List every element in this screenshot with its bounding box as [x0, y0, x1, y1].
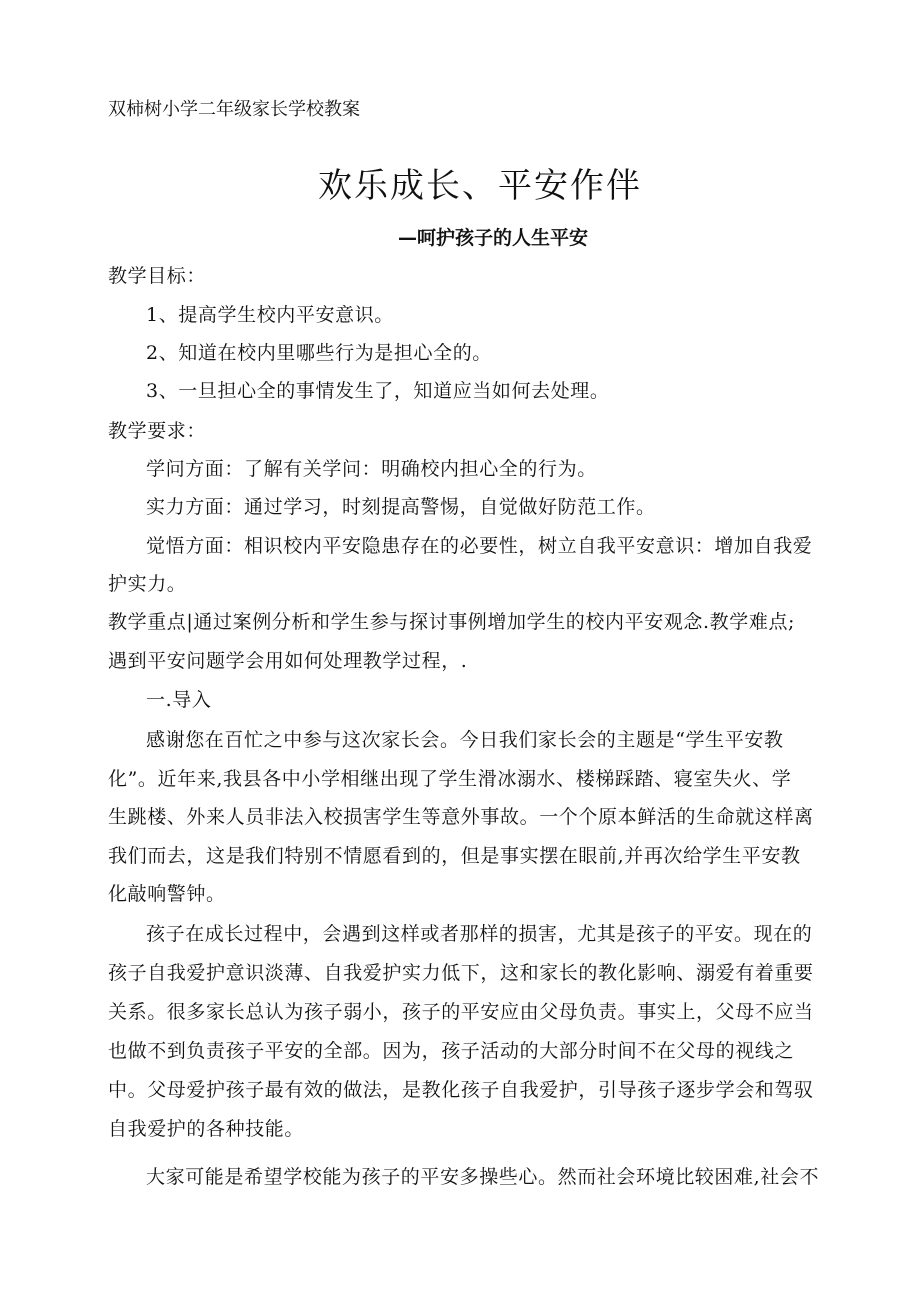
paragraph-line: 孩子自我爱护意识淡薄、自我爱护实力低下，这和家长的教化影响、溺爱有着重要	[108, 962, 814, 984]
key-points-line: 教学重点|通过案例分析和学生参与探讨事例增加学生的校内平安观念.教学难点;	[108, 611, 796, 633]
objective-item: 3、一旦担心全的事情发生了，知道应当如何去处理。	[146, 380, 610, 402]
key-points-line: 遇到平安问题学会用如何处理教学过程，.	[108, 650, 468, 672]
paragraph-line: 化”。近年来,我县各中小学相继出现了学生滑冰溺水、楼梯踩踏、寝室失火、学	[108, 768, 792, 790]
intro-heading: 一.导入	[146, 689, 212, 711]
paragraph-line: 我们而去，这是我们特别不情愿看到的，但是事实摆在眼前,并再次给学生平安教	[108, 845, 801, 867]
requirement-awareness-cont: 护实力。	[108, 573, 187, 595]
paragraph-line: 大家可能是希望学校能为孩子的平安多操些心。然而社会环境比较困难,社会不	[146, 1166, 820, 1188]
objective-item: 2、知道在校内里哪些行为是担心全的。	[146, 342, 492, 364]
paragraph-line: 孩子在成长过程中，会遇到这样或者那样的损害，尤其是孩子的平安。现在的	[146, 923, 813, 945]
paragraph-line: 关系。很多家长总认为孩子弱小，孩子的平安应由父母负责。事实上，父母不应当	[108, 1001, 814, 1023]
paragraph-line: 化敲响警钟。	[108, 883, 226, 905]
paragraph-line: 生跳楼、外来人员非法入校损害学生等意外事故。一个个原本鲜活的生命就这样离	[108, 806, 814, 828]
objectives-heading: 教学目标：	[108, 265, 207, 287]
page-title: 欢乐成长、平安作伴	[318, 166, 642, 206]
requirement-knowledge: 学问方面：了解有关学问：明确校内担心全的行为。	[146, 458, 597, 480]
school-header: 双柿树小学二年级家长学校教案	[108, 99, 360, 120]
requirements-heading: 教学要求：	[108, 420, 207, 442]
requirement-ability: 实力方面：通过学习，时刻提高警惕，自觉做好防范工作。	[146, 496, 656, 518]
paragraph-line: 自我爱护的各种技能。	[108, 1118, 305, 1140]
paragraph-line: 中。父母爱护孩子最有效的做法，是教化孩子自我爱护，引导孩子逐步学会和驾驭	[108, 1079, 814, 1101]
objective-item: 1、提高学生校内平安意识。	[146, 304, 394, 326]
requirement-awareness: 觉悟方面：相识校内平安隐患存在的必要性，树立自我平安意识：增加自我爱	[146, 535, 813, 557]
page-subtitle: —呵护孩子的人生平安	[398, 227, 589, 249]
paragraph-line: 感谢您在百忙之中参与这次家长会。今日我们家长会的主题是“学生平安教	[146, 729, 784, 751]
paragraph-line: 也做不到负责孩子平安的全部。因为，孩子活动的大部分时间不在父母的视线之	[108, 1040, 795, 1062]
